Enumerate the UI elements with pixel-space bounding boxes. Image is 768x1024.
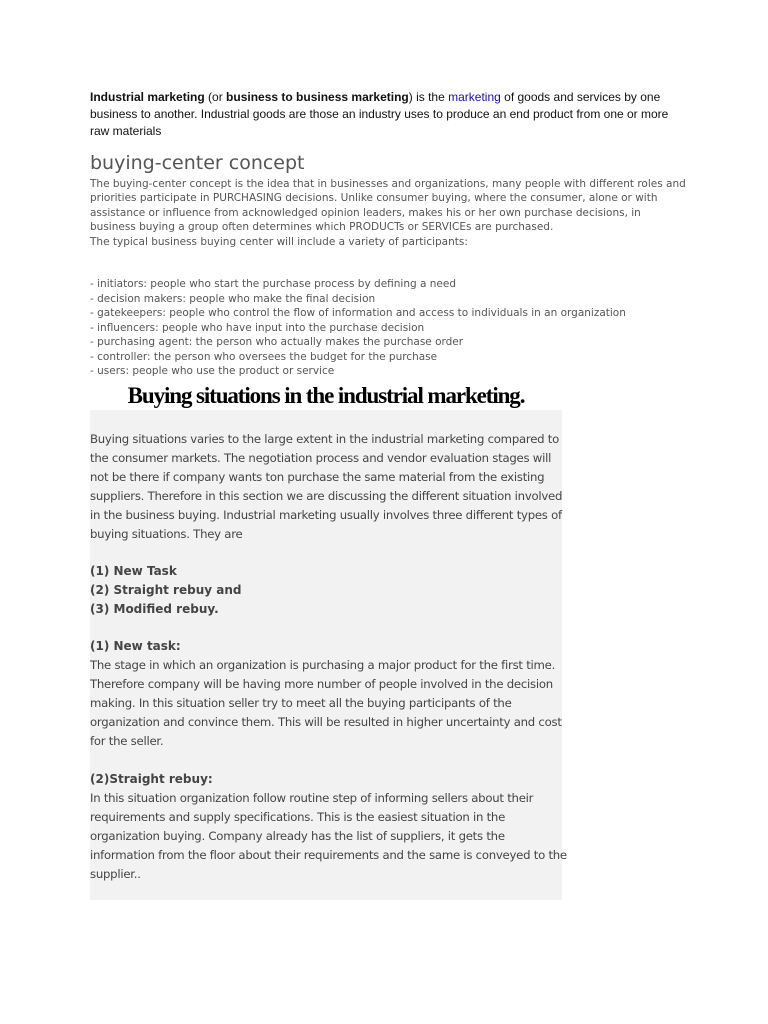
intro-paragraph — [90, 89, 686, 140]
marketing-link[interactable]: marketing — [448, 90, 501, 104]
intro-text-1: (or — [204, 90, 227, 104]
participant-controller: - controller: the person who oversees the budget for the purchase — [90, 350, 438, 363]
buying-center-description — [90, 177, 688, 249]
intro-text-3: of goods and services by one business to another. Industrial goods are those an industry uses to produce an end product from one or more raw materials — [90, 90, 669, 138]
term-b2b-marketing: business to business marketing — [226, 90, 409, 104]
new-task-title: (1) New task: — [90, 639, 181, 653]
straight-rebuy-title: (2)Straight rebuy: — [90, 772, 213, 786]
participant-users: - users: people who use the product or service — [90, 365, 335, 377]
participant-purchasing-agent: - purchasing agent: the person who actually makes the purchase order — [90, 336, 464, 348]
buying-center-heading: buying-center concept — [90, 152, 305, 174]
buying-center-paragraph-1: The buying-center concept is the idea that in businesses and organizations, many people with different roles and priorities participate in PURCHASING decisions. Unlike consumer buying, where the consumer, alone or with assistance or influence from acknowledged opinion leaders, makes his or her own purchase decisions, in business buying a group often determines which PRODUCTs or SERVICEs are purchased. — [90, 178, 686, 234]
term-industrial-marketing: Industrial marketing — [90, 90, 205, 104]
participant-influencers: - influencers: people who have input into the purchase decision — [90, 321, 425, 334]
intro-text-2: ) is the — [408, 90, 449, 104]
participant-initiators: - initiators: people who start the purchase process by defining a need — [90, 278, 457, 290]
new-task-text: The stage in which an organization is purchasing a major product for the first time. Therefore company will be having more number of people involved in the decision making. In this situation seller try to meet all the buying participants of the organization and convince them. This will be resulted in higher uncertainty and cost for the seller. — [90, 658, 562, 748]
type-straight-rebuy: (2) Straight rebuy and — [90, 583, 242, 597]
participant-decision-makers: - decision makers: people who make the final decision — [90, 292, 376, 305]
buying-situations-heading: Buying situations in the industrial marketing. — [127, 383, 525, 408]
type-new-task: (1) New Task — [90, 564, 177, 578]
participant-gatekeepers: - gatekeepers: people who control the flow of information and access to individuals in an organization — [90, 307, 626, 319]
buying-situation-types-list — [90, 562, 560, 619]
straight-rebuy-text: In this situation organization follow routine step of informing sellers about their requirements and supply specifications. This is the easiest situation in the organization buying. Company already has the list of suppliers, it gets the information from the floor about their requirements and the same is conveyed to the supplier.. — [90, 791, 567, 881]
buying-situations-intro: Buying situations varies to the large extent in the industrial marketing compared to the consumer markets. The negotiation process and vendor evaluation stages will not be there if company wants ton purchase the same material from the existing suppliers. Therefore in this section we are discussing the different situation involved in the business buying. Industrial marketing usually involves three different types of buying situations. They are — [90, 432, 563, 541]
participants-list — [90, 277, 688, 379]
buying-center-paragraph-2: The typical business buying center will include a variety of participants: — [90, 235, 468, 248]
type-modified-rebuy: (3) Modified rebuy. — [90, 602, 219, 616]
